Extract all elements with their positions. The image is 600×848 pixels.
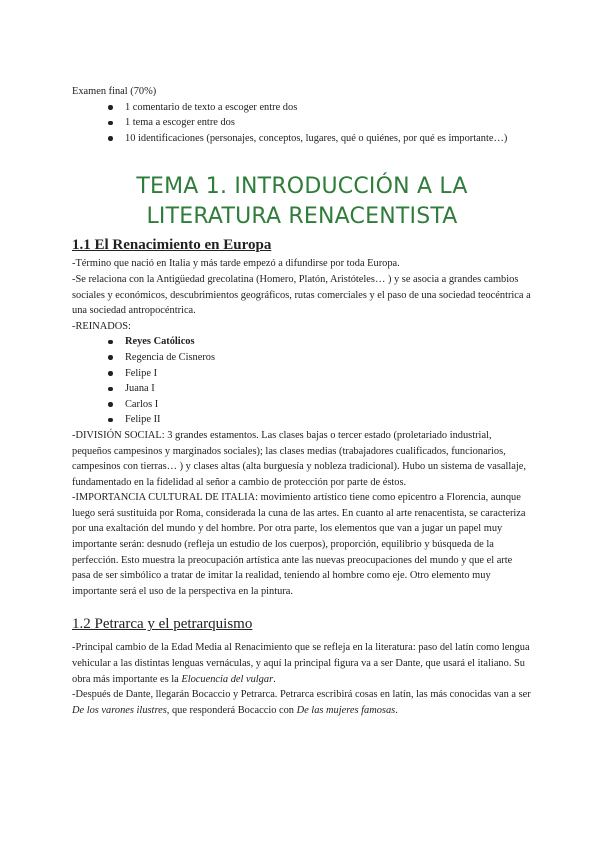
list-item: Juana I [108, 381, 532, 397]
list-item: Felipe II [108, 412, 532, 428]
list-item: Carlos I [108, 397, 532, 413]
reinados-list [72, 334, 532, 428]
document-page [72, 84, 532, 718]
work-title: De las mujeres famosas [296, 704, 396, 716]
work-title: Elocuencia del vulgar [181, 673, 274, 685]
section-2-heading: 1.2 Petrarca y el petrarquismo [72, 616, 253, 633]
list-item: Reyes Católicos [108, 334, 532, 350]
list-item: 1 comentario de texto a escoger entre dos [108, 100, 532, 116]
reinados-label: -REINADOS: [72, 320, 131, 332]
section-2-paragraph-2: -Después de Dante, llegarán Bocaccio y Petrarca. Petrarca escribirá cosas en latín, las más conocidas van a ser De los varones ilustres, que responderá Bocaccio con De las mujeres famosas. [72, 689, 531, 716]
list-item: 10 identificaciones (personajes, conceptos, lugares, qué o quiénes, por qué es importante…) [108, 131, 532, 147]
work-title: De los varones ilustres [72, 704, 167, 716]
section-1-paragraph-4: -IMPORTANCIA CULTURAL DE ITALIA: movimiento artístico tiene como epicentro a Florencia, aunque luego será sustituida por Roma, considerada la cuna de las artes. En cuanto al arte renacentista, se caracteriza por una exaltación del mundo y del hombre. Por otra parte, los elementos que van a jugar un papel muy importante serán: desnudo (refleja un estudio de los cuerpos), proporción, equilibrio y búsqueda de la perfección. Esto muestra la preocupación artística ante las nuevas preocupaciones del mundo y que el arte pasa de ser simbólico a tratar de imitar la realidad, teniendo al hombre como eje. Otro elemento muy importante será el uso de la perspectiva en la pintura. [72, 492, 526, 597]
section-1-paragraph-2: -Se relaciona con la Antigüedad grecolatina (Homero, Platón, Aristóteles… ) y se asocia a grandes cambios sociales y económicos, descubrimientos geográficos, rutas comerciales y el paso de una sociedad teocéntrica a una sociedad antropocéntrica. [72, 273, 531, 317]
exam-list [72, 100, 532, 147]
section-2-paragraph-1: -Principal cambio de la Edad Media al Renacimiento que se refleja en la literatura: paso del latín como lengua vehicular a las distintas lenguas vernáculas, y aquí la principal figura va a ser Dante, que usará el italiano. Su obra más importante es la Elocuencia del vulgar. [72, 642, 530, 685]
list-item: 1 tema a escoger entre dos [108, 115, 532, 131]
section-1-heading: 1.1 El Renacimiento en Europa [72, 237, 272, 254]
section-1-paragraph-1: -Término que nació en Italia y más tarde empezó a difundirse por toda Europa. [72, 258, 400, 270]
title-line-1: TEMA 1. INTRODUCCIÓN A LA [136, 174, 468, 200]
list-item: Regencia de Cisneros [108, 350, 532, 366]
title-line-2: LITERATURA RENACENTISTA [146, 204, 458, 230]
page-title [72, 172, 532, 232]
exam-heading: Examen final (70%) [72, 86, 157, 97]
list-item: Felipe I [108, 366, 532, 382]
section-1-paragraph-3: -DIVISIÓN SOCIAL: 3 grandes estamentos. Las clases bajas o tercer estado (proletariado industrial, pequeños campesinos y marginados sociales); las clases medias (trabajadores cualificados, funcionarios, campesinos con tierras… ) y clases altas (alta burguesía y nobleza tradicional). Hubo un sistema de vasallaje, fundamentado en la fidelidad al señor a cambio de protección por parte de éstos. [72, 429, 526, 488]
